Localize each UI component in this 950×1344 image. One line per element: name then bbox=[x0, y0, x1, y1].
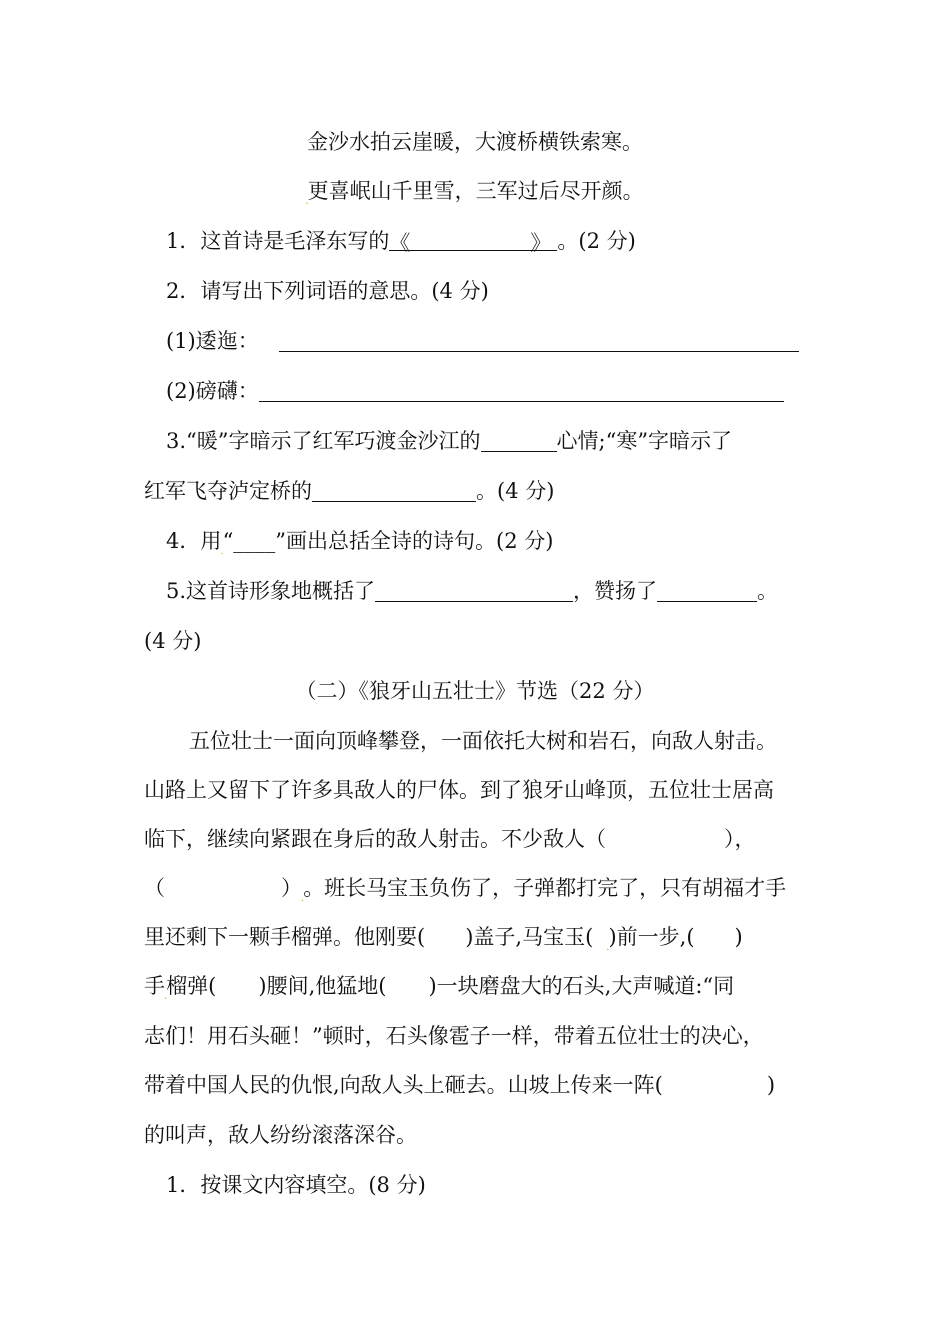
question-5-score: (4 分) bbox=[144, 629, 202, 653]
question-4 bbox=[166, 526, 946, 567]
passage-line-4 bbox=[144, 873, 944, 914]
passage-line-8 bbox=[144, 1070, 944, 1100]
passage-text: 手 bbox=[144, 974, 165, 998]
question-2: 2．请写出下列词语的意思。(4 分) bbox=[166, 279, 489, 303]
passage-text: ) bbox=[734, 925, 743, 949]
mark-dot: . bbox=[606, 942, 610, 953]
passage-line-9: 的叫声，敌人纷纷滚落深谷。 bbox=[144, 1123, 417, 1147]
question-3-score: 。(4 分) bbox=[476, 479, 555, 503]
passage-text: 临下，继续向紧跟在身后的敌人射击。不少敌人（ bbox=[144, 827, 606, 851]
question-4-text-a: 4．用 bbox=[166, 529, 222, 553]
passage-text: )一块磨盘大的石头,大声喊道:“同 bbox=[428, 974, 735, 998]
passage-text: ）， bbox=[724, 827, 756, 851]
section-2-title: （二）《狼牙山五壮士》节选（22 分） bbox=[295, 679, 655, 703]
question-2a bbox=[166, 326, 946, 356]
question-5-text-c: 。 bbox=[757, 579, 779, 603]
answer-blank-5b[interactable] bbox=[657, 579, 757, 602]
question-2a-label: (1)逶迤： bbox=[166, 329, 259, 353]
passage-text: 带着中国人民的仇恨,向敌人头上砸去。山坡上传来一阵( bbox=[144, 1073, 663, 1097]
passage-text: 榴弹( bbox=[166, 974, 217, 998]
passage-text: 。班长马宝玉负伤了，子弹都打完了，只有胡福才手 bbox=[303, 876, 787, 900]
mark-dot: . bbox=[164, 991, 168, 1002]
question-5-text-b: ，赞扬了 bbox=[573, 579, 658, 603]
question-3-line-1 bbox=[166, 426, 946, 456]
mark-dot: . bbox=[220, 546, 224, 557]
passage-line-7: 志们！用石头砸！”顿时，石头像雹子一样，带着五位壮士的决心， bbox=[144, 1024, 764, 1048]
section-2-question-1: 1．按课文内容填空。(8 分) bbox=[166, 1173, 426, 1197]
question-5-text-a: 5.这首诗形象地概括了 bbox=[166, 579, 376, 603]
passage-line-6 bbox=[144, 971, 944, 1012]
question-2b-label: (2)磅礴： bbox=[166, 379, 259, 403]
mark-dot: . bbox=[301, 893, 305, 904]
question-4-text-b: “____”画出总括全诗的诗句。(2 分) bbox=[222, 529, 554, 553]
poem-line-2-text: 更喜岷山千里雪，三军过后尽开颜。 bbox=[307, 179, 644, 203]
passage-text: )腰间,他猛地( bbox=[258, 974, 387, 998]
passage-line-2: 山路上又留下了许多具敌人的尸体。到了狼牙山峰顶，五位壮士居高 bbox=[144, 778, 774, 802]
question-3-line-2 bbox=[144, 476, 944, 506]
passage-text: ) bbox=[766, 1073, 776, 1097]
passage-line-5 bbox=[144, 922, 944, 963]
answer-blank-2b[interactable] bbox=[259, 379, 784, 402]
question-3-text-b: 心情;“寒”字暗示了 bbox=[556, 429, 733, 453]
passage-text: ） bbox=[281, 876, 302, 900]
passage-line-1: 五位壮士一面向顶峰攀登，一面依托大树和岩石，向敌人射击。 bbox=[189, 729, 777, 753]
passage-text: （ bbox=[144, 876, 165, 900]
answer-blank-2a[interactable] bbox=[279, 329, 799, 352]
book-title-blank[interactable] bbox=[389, 228, 557, 255]
question-1-score: 。(2 分) bbox=[557, 229, 636, 253]
poem-line-2 bbox=[0, 176, 950, 217]
question-5 bbox=[166, 576, 946, 606]
question-1 bbox=[166, 226, 946, 256]
question-1-text: 1．这首诗是毛泽东写的 bbox=[166, 229, 390, 253]
passage-text: )前一步,( bbox=[608, 925, 695, 949]
book-close-mark: 》 bbox=[530, 231, 552, 255]
passage-text: 里还剩下一颗手榴弹。他刚要( bbox=[144, 925, 426, 949]
passage-text: )盖子,马宝玉( bbox=[465, 925, 594, 949]
book-open-mark: 《 bbox=[389, 231, 411, 255]
question-2b bbox=[166, 376, 946, 406]
question-3-text-a: 3.“暖”字暗示了红军巧渡金沙江的 bbox=[166, 429, 481, 453]
poem-line-1: 金沙水拍云崖暖，大渡桥横铁索寒。 bbox=[307, 130, 643, 154]
passage-line-3 bbox=[144, 824, 944, 854]
answer-blank-3a[interactable] bbox=[481, 429, 557, 452]
mark-dot: . bbox=[305, 196, 309, 207]
answer-blank-3b[interactable] bbox=[312, 479, 476, 502]
answer-blank-5a[interactable] bbox=[375, 579, 573, 602]
question-3-text-c: 红军飞夺泸定桥的 bbox=[144, 479, 312, 503]
